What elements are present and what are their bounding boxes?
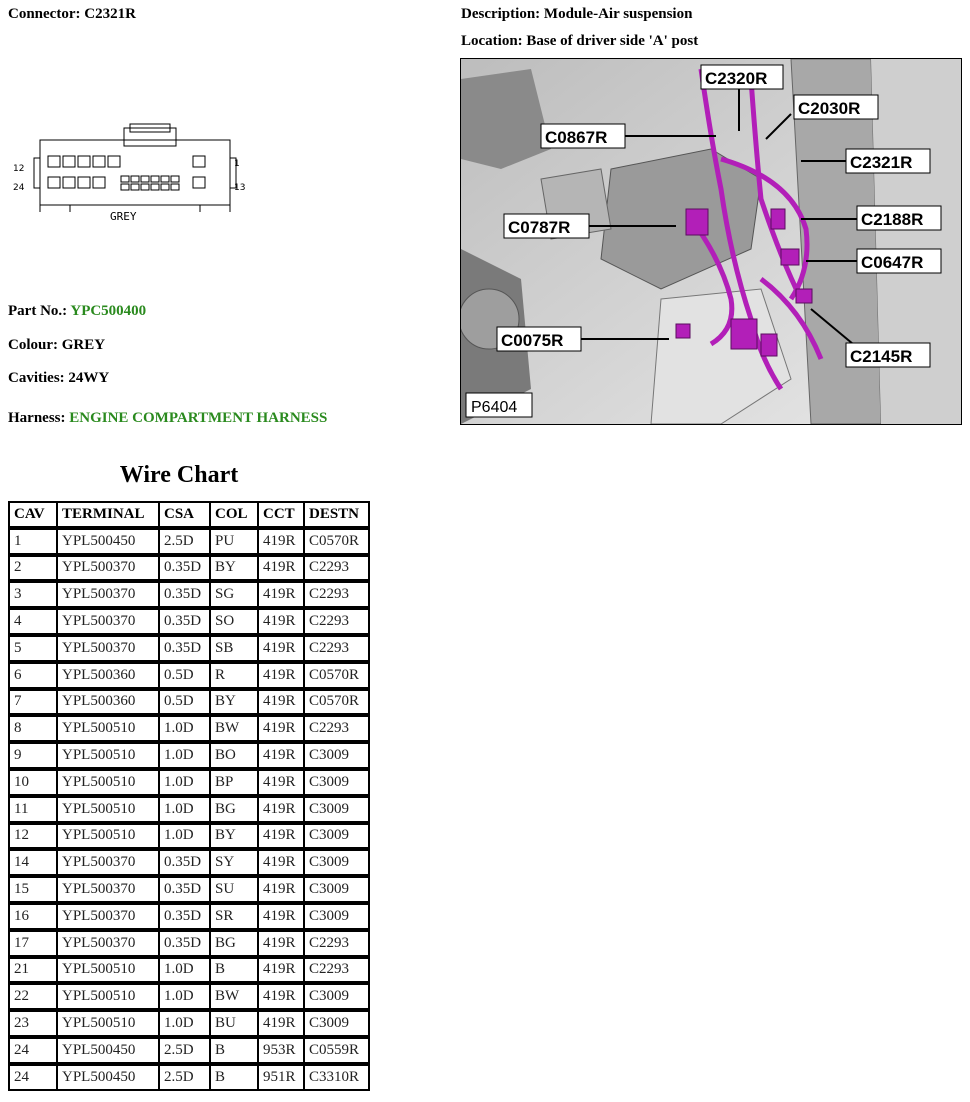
cell-cct: 419R (259, 530, 305, 557)
cell-col: BW (211, 717, 259, 744)
cell-csa: 0.35D (160, 610, 211, 637)
header-terminal: TERMINAL (58, 503, 160, 530)
cell-terminal: YPL500510 (58, 744, 160, 771)
cell-cav: 14 (10, 851, 58, 878)
cell-terminal: YPL500510 (58, 985, 160, 1012)
cell-col: SB (211, 637, 259, 664)
cell-col: SY (211, 851, 259, 878)
cell-csa: 1.0D (160, 825, 211, 852)
cell-csa: 2.5D (160, 530, 211, 557)
cell-terminal: YPL500510 (58, 1012, 160, 1039)
cell-cct: 951R (259, 1066, 305, 1089)
callout-c2321r: C2321R (850, 153, 913, 172)
cell-csa: 0.35D (160, 905, 211, 932)
location-value: Base of driver side 'A' post (526, 33, 699, 49)
header-cct: CCT (259, 503, 305, 530)
cell-terminal: YPL500370 (58, 637, 160, 664)
cell-cav: 3 (10, 583, 58, 610)
callout-c2320r: C2320R (705, 69, 768, 88)
cell-terminal: YPL500370 (58, 878, 160, 905)
cell-cct: 953R (259, 1039, 305, 1066)
cell-cct: 419R (259, 905, 305, 932)
cell-destn: C2293 (305, 932, 368, 959)
callout-c2030r: C2030R (798, 99, 861, 118)
cell-csa: 0.35D (160, 932, 211, 959)
cell-destn: C2293 (305, 610, 368, 637)
connector-line (8, 6, 136, 23)
connector-value: C2321R (84, 6, 136, 22)
cell-destn: C2293 (305, 557, 368, 584)
cell-cct: 419R (259, 717, 305, 744)
cell-col: BG (211, 798, 259, 825)
callout-c0647r: C0647R (861, 253, 924, 272)
cell-csa: 2.5D (160, 1066, 211, 1089)
cell-csa: 1.0D (160, 1012, 211, 1039)
cell-cct: 419R (259, 1012, 305, 1039)
cell-cav: 5 (10, 637, 58, 664)
cell-cct: 419R (259, 557, 305, 584)
cell-cct: 419R (259, 637, 305, 664)
cell-terminal: YPL500360 (58, 691, 160, 718)
cell-terminal: YPL500510 (58, 798, 160, 825)
cell-terminal: YPL500360 (58, 664, 160, 691)
cell-cct: 419R (259, 691, 305, 718)
callout-c2188r: C2188R (861, 210, 924, 229)
cell-cct: 419R (259, 610, 305, 637)
cavities-label: Cavities: (8, 370, 65, 386)
table-row (10, 744, 368, 771)
cell-csa: 0.5D (160, 691, 211, 718)
cell-cav: 17 (10, 932, 58, 959)
cell-destn: C0570R (305, 530, 368, 557)
table-row (10, 557, 368, 584)
cell-col: BY (211, 825, 259, 852)
colour-value: GREY (61, 337, 106, 353)
cell-destn: C0570R (305, 691, 368, 718)
cell-col: BG (211, 932, 259, 959)
harness-value: ENGINE COMPARTMENT HARNESS (69, 410, 328, 426)
cell-cct: 419R (259, 959, 305, 986)
callout-c0075r: C0075R (501, 331, 564, 350)
cell-terminal: YPL500370 (58, 610, 160, 637)
cell-cav: 11 (10, 798, 58, 825)
description-line (461, 6, 692, 23)
harness-label: Harness: (8, 410, 66, 426)
cavities-line (8, 370, 109, 387)
cell-cav: 24 (10, 1066, 58, 1089)
cell-destn: C3009 (305, 798, 368, 825)
table-row (10, 825, 368, 852)
cell-cav: 4 (10, 610, 58, 637)
cell-cct: 419R (259, 825, 305, 852)
wire-chart-title: Wire Chart (119, 462, 239, 488)
table-row (10, 691, 368, 718)
colour-label: Colour: (8, 337, 58, 353)
cell-destn: C3009 (305, 878, 368, 905)
table-row (10, 771, 368, 798)
header-cav: CAV (10, 503, 58, 530)
cell-csa: 0.35D (160, 557, 211, 584)
cell-cav: 22 (10, 985, 58, 1012)
cell-terminal: YPL500510 (58, 825, 160, 852)
table-body (10, 530, 368, 1089)
pin-12-label: 12 (13, 164, 25, 174)
cell-cav: 2 (10, 557, 58, 584)
cell-terminal: YPL500370 (58, 905, 160, 932)
cell-csa: 0.35D (160, 637, 211, 664)
cell-csa: 0.5D (160, 664, 211, 691)
cell-destn: C0570R (305, 664, 368, 691)
callout-c0867r: C0867R (545, 128, 608, 147)
cell-cct: 419R (259, 932, 305, 959)
cell-terminal: YPL500370 (58, 851, 160, 878)
cell-col: BY (211, 557, 259, 584)
table-row (10, 717, 368, 744)
cell-terminal: YPL500450 (58, 530, 160, 557)
table-row (10, 878, 368, 905)
cell-terminal: YPL500510 (58, 771, 160, 798)
cell-csa: 1.0D (160, 985, 211, 1012)
cell-cav: 21 (10, 959, 58, 986)
cell-col: SG (211, 583, 259, 610)
cell-col: B (211, 959, 259, 986)
description-label: Description: (461, 6, 541, 22)
cell-cav: 12 (10, 825, 58, 852)
cell-cct: 419R (259, 798, 305, 825)
cell-cav: 23 (10, 1012, 58, 1039)
description-value: Module-Air suspension (543, 6, 693, 22)
callout-c0787r: C0787R (508, 218, 571, 237)
table-row (10, 851, 368, 878)
cell-terminal: YPL500510 (58, 959, 160, 986)
cell-destn: C3009 (305, 771, 368, 798)
cell-cav: 6 (10, 664, 58, 691)
header-col: COL (211, 503, 259, 530)
part-no-value: YPC500400 (70, 303, 147, 319)
table-header-row (10, 503, 368, 530)
cell-destn: C3009 (305, 825, 368, 852)
cell-destn: C2293 (305, 583, 368, 610)
location-line (461, 33, 698, 50)
cell-destn: C0559R (305, 1039, 368, 1066)
diagram-color-label: GREY (110, 210, 137, 223)
pin-13-label: 13 (234, 183, 246, 193)
table-row (10, 637, 368, 664)
table-row (10, 610, 368, 637)
cell-col: B (211, 1039, 259, 1066)
cell-destn: C2293 (305, 637, 368, 664)
cell-terminal: YPL500510 (58, 717, 160, 744)
cell-csa: 0.35D (160, 851, 211, 878)
callout-c2145r: C2145R (850, 347, 913, 366)
cell-csa: 0.35D (160, 583, 211, 610)
cell-csa: 0.35D (160, 878, 211, 905)
cell-cct: 419R (259, 878, 305, 905)
cell-col: PU (211, 530, 259, 557)
table-row (10, 1066, 368, 1089)
cell-col: SU (211, 878, 259, 905)
cell-col: R (211, 664, 259, 691)
cell-destn: C3009 (305, 851, 368, 878)
table-row (10, 664, 368, 691)
cell-col: B (211, 1066, 259, 1089)
part-no-line (8, 303, 146, 320)
table-row (10, 985, 368, 1012)
cell-csa: 1.0D (160, 717, 211, 744)
cell-terminal: YPL500370 (58, 557, 160, 584)
cell-cct: 419R (259, 771, 305, 798)
table-row (10, 905, 368, 932)
cell-destn: C3009 (305, 905, 368, 932)
colour-line (8, 337, 105, 354)
cell-csa: 2.5D (160, 1039, 211, 1066)
table-row (10, 798, 368, 825)
pin-24-label: 24 (13, 183, 25, 193)
cell-csa: 1.0D (160, 798, 211, 825)
cell-terminal: YPL500370 (58, 932, 160, 959)
location-photo (460, 58, 962, 425)
cell-cav: 9 (10, 744, 58, 771)
cell-col: BO (211, 744, 259, 771)
harness-line (8, 410, 327, 427)
table-row (10, 959, 368, 986)
location-label: Location: (461, 33, 523, 49)
header-destn: DESTN (305, 503, 368, 530)
connector-label: Connector: (8, 6, 81, 22)
cell-col: BW (211, 985, 259, 1012)
photo-reference: P6404 (471, 399, 518, 416)
cell-cav: 10 (10, 771, 58, 798)
wire-chart-table (8, 501, 370, 1091)
pin-1-label: 1 (234, 159, 240, 169)
cell-col: BU (211, 1012, 259, 1039)
cell-destn: C3009 (305, 744, 368, 771)
cell-cav: 15 (10, 878, 58, 905)
cell-cav: 8 (10, 717, 58, 744)
cell-terminal: YPL500450 (58, 1066, 160, 1089)
cell-csa: 1.0D (160, 744, 211, 771)
header-csa: CSA (160, 503, 211, 530)
cell-col: BY (211, 691, 259, 718)
cell-terminal: YPL500450 (58, 1039, 160, 1066)
cell-destn: C2293 (305, 717, 368, 744)
cell-cav: 1 (10, 530, 58, 557)
table-row (10, 1039, 368, 1066)
cell-destn: C3009 (305, 985, 368, 1012)
table-row (10, 583, 368, 610)
cell-cav: 7 (10, 691, 58, 718)
cell-cav: 16 (10, 905, 58, 932)
cell-cct: 419R (259, 985, 305, 1012)
cell-col: SO (211, 610, 259, 637)
cell-destn: C3310R (305, 1066, 368, 1089)
cell-cav: 24 (10, 1039, 58, 1066)
cell-csa: 1.0D (160, 771, 211, 798)
connector-face-diagram (10, 120, 250, 230)
table-row (10, 1012, 368, 1039)
cavities-value: 24WY (68, 370, 110, 386)
cell-col: SR (211, 905, 259, 932)
cell-destn: C2293 (305, 959, 368, 986)
table-row (10, 932, 368, 959)
cell-cct: 419R (259, 851, 305, 878)
cell-csa: 1.0D (160, 959, 211, 986)
cell-terminal: YPL500370 (58, 583, 160, 610)
cell-cct: 419R (259, 583, 305, 610)
cell-cct: 419R (259, 744, 305, 771)
part-no-label: Part No.: (8, 303, 68, 319)
table-row (10, 530, 368, 557)
cell-cct: 419R (259, 664, 305, 691)
cell-destn: C3009 (305, 1012, 368, 1039)
cell-col: BP (211, 771, 259, 798)
